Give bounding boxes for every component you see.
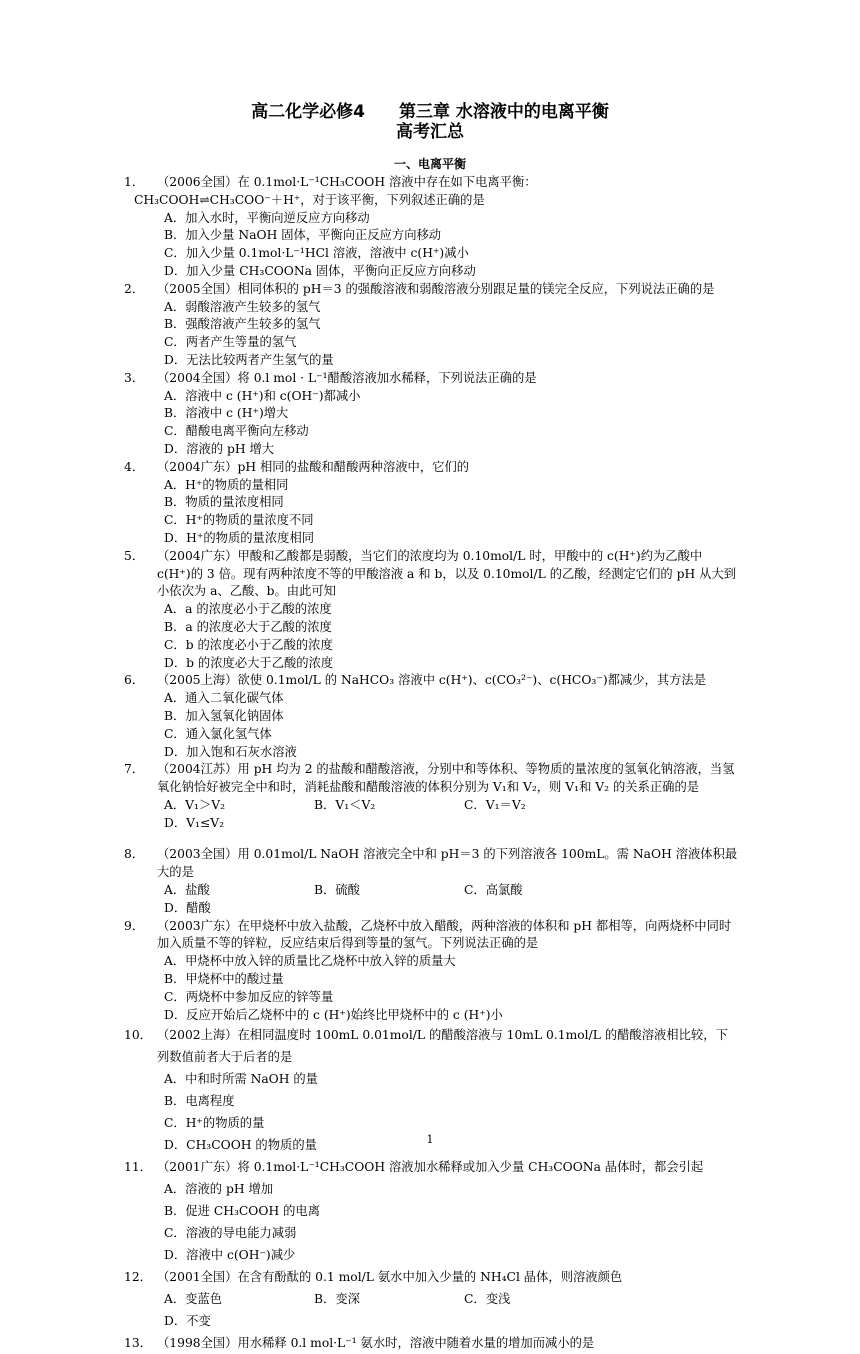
option-d: D．溶液中 c(OH⁻)减少 — [164, 1248, 296, 1263]
question-stem: （2004广东）甲酸和乙酸都是弱酸，当它们的浓度均为 0.10mol/L 时，甲酸中的 c(H⁺)约为乙酸中 c(H⁺)的 3 倍。现有两种浓度不等的甲酸溶液 a 和 b，以及 0.10mol/L 的乙酸，经测定它们的 pH 从大到小依次为 a、乙酸、b。由此可知 — [157, 548, 736, 599]
question-number: 1． — [124, 175, 145, 189]
question-stem: （2002上海）在相同温度时 100mL 0.01mol/L 的醋酸溶液与 10mL 0.1mol/L 的醋酸溶液相比较，下列数值前者大于后者的是 — [157, 1028, 728, 1065]
options-12 — [124, 1288, 739, 1332]
option-d: D．CH₃COOH 的物质的量 — [164, 1138, 317, 1153]
option-a: A．盐酸 — [164, 883, 210, 898]
option-d: D．b 的浓度必大于乙酸的浓度 — [164, 655, 334, 670]
option-b: B．加入少量 NaOH 固体，平衡向正反应方向移动 — [164, 228, 442, 243]
options-4 — [124, 477, 739, 548]
option-c: C．两烧杯中参加反应的锌等量 — [164, 989, 334, 1004]
option-b: B．促进 CH₃COOH 的电离 — [164, 1204, 320, 1219]
option-b: B．溶液中 c (H⁺)增大 — [164, 406, 289, 421]
option-a: A．甲烧杯中放入锌的质量比乙烧杯中放入锌的质量大 — [164, 954, 456, 969]
question-stem: （2004广东）pH 相同的盐酸和醋酸两种溶液中，它们的 — [157, 459, 470, 474]
question-number: 10． — [124, 1028, 152, 1043]
question-number: 7． — [124, 762, 145, 777]
option-b: B．强酸溶液产生较多的氢气 — [164, 317, 321, 332]
question-1 — [124, 174, 739, 192]
option-a: A．中和时所需 NaOH 的量 — [164, 1072, 318, 1087]
options-7 — [124, 797, 739, 833]
options-1 — [124, 210, 739, 281]
question-number: 3． — [124, 370, 145, 385]
question-stem: （2001全国）在含有酚酞的 0.1 mol/L 氨水中加入少量的 NH₄Cl 晶体，则溶液颜色 — [157, 1270, 623, 1285]
option-b: B．V₁＜V₂ — [314, 797, 376, 812]
question-11 — [124, 1156, 739, 1178]
question-9 — [124, 918, 739, 954]
question-8 — [124, 846, 739, 882]
question-stem: （2004全国）将 0.l mol · L⁻¹醋酸溶液加水稀释，下列说法正确的是 — [157, 370, 537, 385]
question-5 — [124, 548, 739, 601]
option-a: A．变蓝色 — [164, 1292, 223, 1307]
question-number: 8． — [124, 847, 145, 862]
option-c: C．V₁＝V₂ — [464, 797, 526, 812]
question-stem: （2001广东）将 0.1mol·L⁻¹CH₃COOH 溶液加水稀释或加入少量 CH₃COONa 晶体时，都会引起 — [157, 1160, 704, 1175]
option-d: D．加入少量 CH₃COONa 固体，平衡向正反应方向移动 — [164, 263, 476, 278]
option-a: A．溶液中 c (H⁺)和 c(OH⁻)都减小 — [164, 388, 361, 403]
question-number: 6． — [124, 673, 145, 688]
question-13 — [124, 1332, 739, 1354]
option-c: C．b 的浓度必小于乙酸的浓度 — [164, 637, 333, 652]
option-c: C．变浅 — [464, 1292, 511, 1307]
question-6 — [124, 672, 739, 690]
option-b: B．变深 — [314, 1292, 360, 1307]
question-stem: （2004江苏）用 pH 均为 2 的盐酸和醋酸溶液，分别中和等体积、等物质的量浓度的氢氧化钠溶液，当氢氧化钠恰好被完全中和时，消耗盐酸和醋酸溶液的体积分别为 V₁和 V₂，则 V₁和 V₂ 的关系正确的是 — [157, 762, 735, 795]
option-c: C．H⁺的物质的量 — [164, 1116, 265, 1131]
option-a: A．弱酸溶液产生较多的氢气 — [164, 299, 321, 314]
title-line-2: 高考汇总 — [396, 122, 464, 142]
option-d: D．无法比较两者产生氢气的量 — [164, 352, 334, 367]
section-heading: 一、电离平衡 — [393, 157, 466, 171]
option-d: D．加入饱和石灰水溶液 — [164, 744, 297, 759]
option-c: C．H⁺的物质的量浓度不同 — [164, 513, 314, 528]
option-a: A．a 的浓度必小于乙酸的浓度 — [164, 602, 332, 617]
question-number: 5． — [124, 548, 145, 563]
options-5 — [124, 601, 739, 672]
question-stem: （1998全国）用水稀释 0.l mol·L⁻¹ 氨水时，溶液中随着水量的增加而减小的是 — [157, 1336, 595, 1351]
option-c: C．两者产生等量的氢气 — [164, 335, 297, 350]
options-9 — [124, 953, 739, 1024]
option-a: A．加入水时，平衡向逆反应方向移动 — [164, 210, 370, 225]
page-title — [0, 102, 860, 142]
option-d: D．溶液的 pH 增大 — [164, 441, 275, 456]
question-number: 9． — [124, 918, 145, 933]
question-3 — [124, 370, 739, 388]
option-a: A．V₁＞V₂ — [164, 797, 226, 812]
option-b: B．甲烧杯中的酸过量 — [164, 972, 284, 987]
options-3 — [124, 388, 739, 459]
question-number: 12． — [124, 1270, 152, 1285]
option-b: B．物质的量浓度相同 — [164, 495, 284, 510]
option-d: D．不变 — [164, 1314, 211, 1329]
option-b: B．加入氢氧化钠固体 — [164, 708, 284, 723]
option-b: B．a 的浓度必大于乙酸的浓度 — [164, 619, 332, 634]
option-d: D．反应开始后乙烧杯中的 c (H⁺)始终比甲烧杯中的 c (H⁺)小 — [164, 1007, 503, 1022]
question-stem: （2006全国）在 0.1mol·L⁻¹CH₃COOH 溶液中存在如下电离平衡： — [157, 175, 537, 189]
question-7 — [124, 761, 739, 797]
equilibrium-equation: CH₃COOH⇌CH₃COO⁻＋H⁺，对于该平衡，下列叙述正确的是 — [134, 192, 485, 207]
option-d: D．V₁≤V₂ — [164, 815, 225, 830]
question-4 — [124, 459, 739, 477]
question-stem: （2005全国）相同体积的 pH＝3 的强酸溶液和弱酸溶液分别跟足量的镁完全反应，下列说法正确的是 — [157, 281, 715, 296]
title-line-1: 高二化学必修4 第三章 水溶液中的电离平衡 — [251, 102, 609, 122]
question-number: 11． — [124, 1160, 152, 1175]
question-list — [124, 174, 739, 1354]
question-number: 4． — [124, 459, 145, 474]
option-d: D．H⁺的物质的量浓度相同 — [164, 530, 315, 545]
option-a: A．通入二氧化碳气体 — [164, 691, 284, 706]
question-stem: （2003全国）用 0.01mol/L NaOH 溶液完全中和 pH＝3 的下列溶液各 100mL。需 NaOH 溶液体积最大的是 — [157, 847, 738, 880]
question-number: 13． — [124, 1336, 152, 1351]
option-d: D．醋酸 — [164, 900, 211, 915]
option-c: C．加入少量 0.1mol·L⁻¹HCl 溶液，溶液中 c(H⁺)减小 — [164, 246, 469, 261]
option-b: B．硫酸 — [314, 883, 360, 898]
spacer — [124, 832, 739, 846]
question-number: 2． — [124, 281, 145, 296]
options-2 — [124, 299, 739, 370]
option-c: C．醋酸电离平衡向左移动 — [164, 424, 309, 439]
option-b: B．电离程度 — [164, 1094, 235, 1109]
options-6 — [124, 690, 739, 761]
question-stem: （2005上海）欲使 0.1mol/L 的 NaHCO₃ 溶液中 c(H⁺)、c(CO₃²⁻)、c(HCO₃⁻)都减少，其方法是 — [157, 673, 707, 688]
option-a: A．溶液的 pH 增加 — [164, 1182, 274, 1197]
options-8 — [124, 882, 739, 918]
option-c: C．溶液的导电能力减弱 — [164, 1226, 297, 1241]
option-c: C．高氯酸 — [464, 883, 523, 898]
option-a: A．H⁺的物质的量相同 — [164, 477, 289, 492]
options-11 — [124, 1178, 739, 1266]
question-stem: （2003广东）在甲烧杯中放入盐酸，乙烧杯中放入醋酸，两种溶液的体积和 pH 都相等，向两烧杯中同时加入质量不等的锌粒，反应结束后得到等量的氢气。下列说法正确的是 — [157, 918, 732, 951]
question-10 — [124, 1024, 739, 1068]
question-2 — [124, 281, 739, 299]
page-number: 1 — [426, 1133, 434, 1146]
question-12 — [124, 1266, 739, 1288]
option-c: C．通入氯化氢气体 — [164, 726, 272, 741]
